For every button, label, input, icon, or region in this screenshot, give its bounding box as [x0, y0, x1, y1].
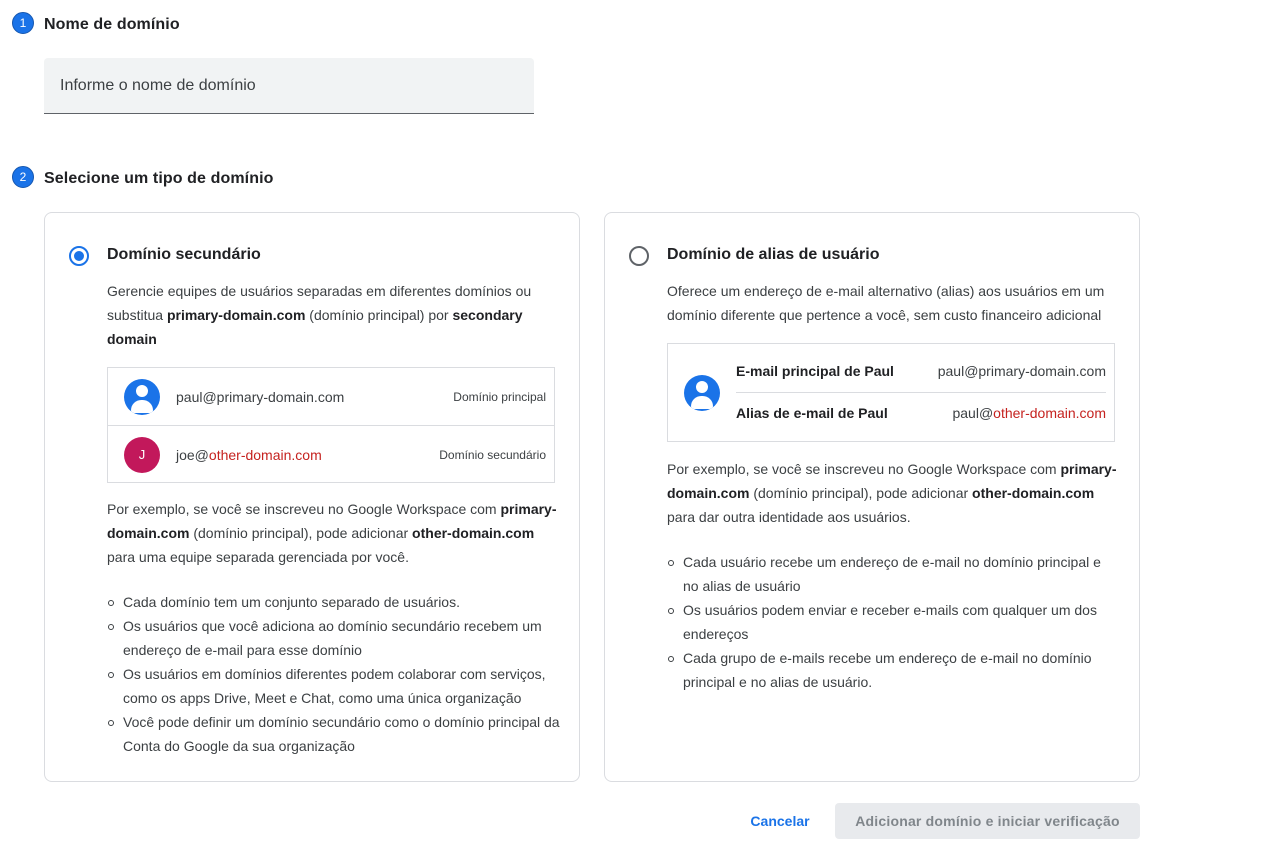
alias-row-label: Alias de e-mail de Paul: [736, 405, 888, 421]
person-icon: [124, 379, 160, 415]
list-item: Cada grupo de e-mails recebe um endereço de e-mail no domínio principal e no alias de usuário.: [667, 646, 1107, 694]
domain-name-field[interactable]: [44, 58, 534, 114]
list-item: Você pode definir um domínio secundário como o domínio principal da Conta do Google da sua organização: [107, 710, 567, 758]
step-2-badge: 2: [12, 166, 34, 188]
user-alias-domain-title: Domínio de alias de usuário: [667, 246, 880, 263]
secondary-domain-description: Gerencie equipes de usuários separadas em diferentes domínios ou substitua primary-domain.com (domínio principal) por secondary domain: [107, 283, 532, 347]
step-1-title: Nome de domínio: [44, 16, 180, 33]
table-row: [108, 425, 554, 483]
user-alias-domain-bullets: [667, 550, 1107, 694]
list-item: Os usuários podem enviar e receber e-mails com qualquer um dos endereços: [667, 598, 1107, 646]
user-email: paul@primary-domain.com: [176, 388, 345, 405]
table-row: [736, 351, 1106, 391]
domain-tag: Domínio secundário: [439, 447, 546, 462]
avatar: J: [124, 437, 160, 473]
secondary-domain-radio[interactable]: [69, 246, 89, 266]
table-row: [108, 368, 554, 425]
user-email: joe@other-domain.com: [176, 446, 322, 463]
list-item: Cada usuário recebe um endereço de e-mail no domínio principal e no alias de usuário: [667, 550, 1107, 598]
step-1-badge: 1: [12, 12, 34, 34]
user-alias-domain-description: Oferece um endereço de e-mail alternativo (alias) aos usuários em um domínio diferente que pertence a você, sem custo financeiro adicional: [667, 283, 1105, 323]
alias-example-table: [667, 343, 1115, 442]
user-alias-domain-example: Por exemplo, se você se inscreveu no Google Workspace com primary-domain.com (domínio principal), pode adicionar other-domain.com para dar outra identidade aos usuários.: [667, 461, 1117, 525]
alias-row-label: E-mail principal de Paul: [736, 363, 894, 379]
person-icon: [684, 375, 720, 411]
user-alias-domain-card[interactable]: [604, 212, 1140, 782]
step-2-title: Selecione um tipo de domínio: [44, 170, 274, 187]
domain-tag: Domínio principal: [453, 389, 546, 404]
list-item: Os usuários que você adiciona ao domínio secundário recebem um endereço de e-mail para esse domínio: [107, 614, 567, 662]
user-alias-domain-radio[interactable]: [629, 246, 649, 266]
secondary-domain-bullets: [107, 590, 567, 758]
users-example-table: [107, 367, 555, 483]
list-item: Cada domínio tem um conjunto separado de usuários.: [107, 590, 567, 614]
list-item: Os usuários em domínios diferentes podem colaborar com serviços, como os apps Drive, Meet e Chat, como uma única organização: [107, 662, 567, 710]
secondary-domain-example: Por exemplo, se você se inscreveu no Google Workspace com primary-domain.com (domínio principal), pode adicionar other-domain.com para uma equipe separada gerenciada por você.: [107, 501, 557, 565]
alias-row-value: paul@other-domain.com: [952, 405, 1106, 421]
table-row: [736, 392, 1106, 433]
secondary-domain-title: Domínio secundário: [107, 246, 261, 263]
domain-name-input[interactable]: [44, 58, 534, 113]
cancel-button[interactable]: Cancelar: [735, 803, 825, 839]
add-domain-button[interactable]: Adicionar domínio e iniciar verificação: [835, 803, 1140, 839]
secondary-domain-card[interactable]: [44, 212, 580, 782]
alias-row-value: paul@primary-domain.com: [937, 363, 1106, 379]
